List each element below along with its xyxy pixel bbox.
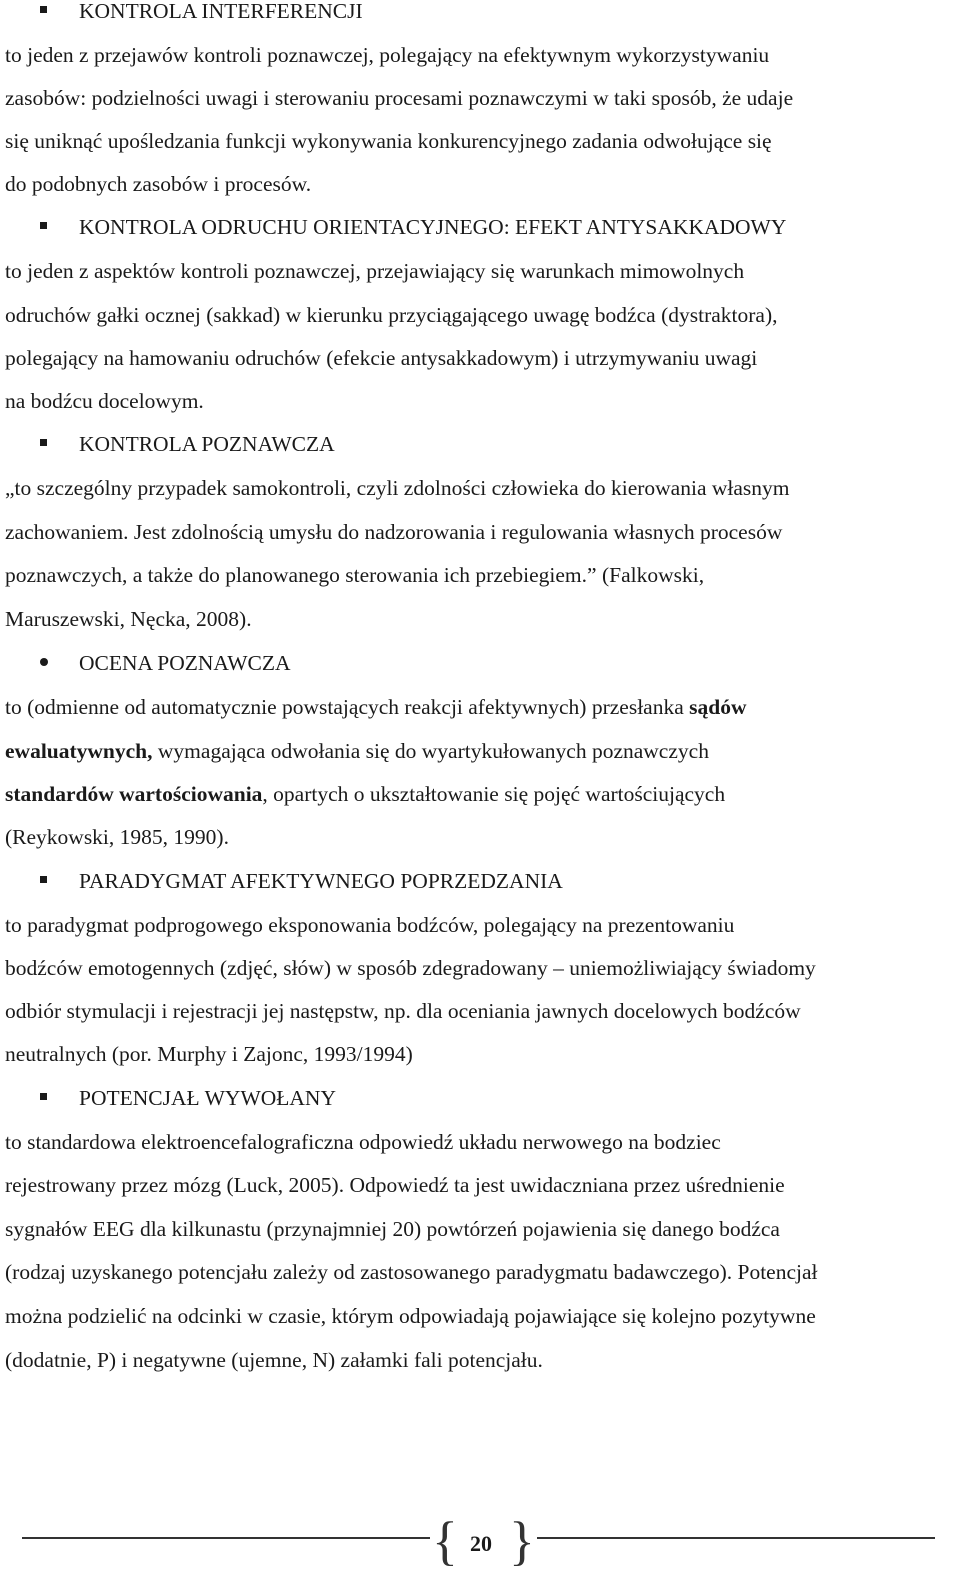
body-line: do podobnych zasobów i procesów. [5, 172, 312, 196]
square-bullet-icon [40, 6, 47, 13]
section-heading: KONTROLA INTERFERENCJI [42, 0, 363, 26]
body-line: zachowaniem. Jest zdolnością umysłu do nadzorowania i regulowania własnych procesów [5, 520, 783, 544]
section-heading: KONTROLA POZNAWCZA [42, 429, 335, 459]
body-line: to jeden z przejawów kontroli poznawczej, polegający na efektywnym wykorzystywaniu [5, 43, 770, 67]
body-line: rejestrowany przez mózg (Luck, 2005). Odpowiedź ta jest uwidaczniana przez uśrednienie [5, 1173, 785, 1197]
body-line: zasobów: podzielności uwagi i sterowaniu procesami poznawczymi w taki sposób, że udaje [5, 86, 794, 110]
body-line: to paradygmat podprogowego eksponowania bodźców, polegający na prezentowaniu [5, 913, 735, 937]
right-brace-icon: } [509, 1511, 535, 1571]
body-line: to (odmienne od automatycznie powstających reakcji afektywnych) przesłanka sądów [5, 695, 747, 719]
body-line: poznawczych, a także do planowanego sterowania ich przebiegiem.” (Falkowski, [5, 563, 705, 587]
body-line: (rodzaj uzyskanego potencjału zależy od zastosowanego paradygmatu badawczego). Potencjał [5, 1260, 818, 1284]
body-line: Maruszewski, Nęcka, 2008). [5, 607, 252, 631]
body-line: to standardowa elektroencefalograficzna odpowiedź układu nerwowego na bodziec [5, 1130, 721, 1154]
body-line: neutralnych (por. Murphy i Zajonc, 1993/1994) [5, 1042, 413, 1066]
body-line: „to szczególny przypadek samokontroli, czyli zdolności człowieka do kierowania własnym [5, 476, 790, 500]
section-heading: PARADYGMAT AFEKTYWNEGO POPRZEDZANIA [42, 866, 563, 896]
body-line: (dodatnie, P) i negatywne (ujemne, N) załamki fali potencjału. [5, 1348, 543, 1372]
square-bullet-icon [40, 876, 47, 883]
body-line: sygnałów EEG dla kilkunastu (przynajmniej 20) powtórzeń pojawienia się danego bodźca [5, 1217, 780, 1241]
square-bullet-icon [40, 222, 47, 229]
body-line: ewaluatywnych, wymagająca odwołania się do wyartykułowanych poznawczych [5, 739, 709, 763]
square-bullet-icon [40, 1093, 47, 1100]
body-line: (Reykowski, 1985, 1990). [5, 825, 229, 849]
body-line: to jeden z aspektów kontroli poznawczej, przejawiający się warunkach mimowolnych [5, 259, 745, 283]
body-line: standardów wartościowania, opartych o ukształtowanie się pojęć wartościujących [5, 782, 726, 806]
body-line: bodźców emotogennych (zdjęć, słów) w sposób zdegradowany – uniemożliwiający świadomy [5, 956, 816, 980]
section-heading: OCENA POZNAWCZA [42, 648, 290, 678]
body-line: można podzielić na odcinki w czasie, którym odpowiadają pojawiające się kolejno pozytywne [5, 1304, 816, 1328]
section-heading: POTENCJAŁ WYWOŁANY [42, 1083, 336, 1113]
square-bullet-icon [40, 439, 47, 446]
left-brace-icon: { [432, 1511, 458, 1571]
body-line: odruchów gałki ocznej (sakkad) w kierunku przyciągającego uwagę bodźca (dystraktora), [5, 303, 778, 327]
page-number: 20 [470, 1531, 492, 1556]
body-line: na bodźcu docelowym. [5, 389, 204, 413]
body-line: polegający na hamowaniu odruchów (efekcie antysakkadowym) i utrzymywaniu uwagi [5, 346, 758, 370]
footer-rule [537, 1537, 935, 1539]
body-line: odbiór stymulacji i rejestracji jej następstw, np. dla oceniania jawnych docelowych bodźców [5, 999, 801, 1023]
section-heading: KONTROLA ODRUCHU ORIENTACYJNEGO: EFEKT ANTYSAKKADOWY [42, 212, 786, 242]
round-bullet-icon [40, 658, 48, 666]
body-line: się uniknąć upośledzania funkcji wykonywania konkurencyjnego zadania odwołujące się [5, 129, 772, 153]
footer-rule [22, 1537, 430, 1539]
page-footer [0, 1511, 960, 1575]
